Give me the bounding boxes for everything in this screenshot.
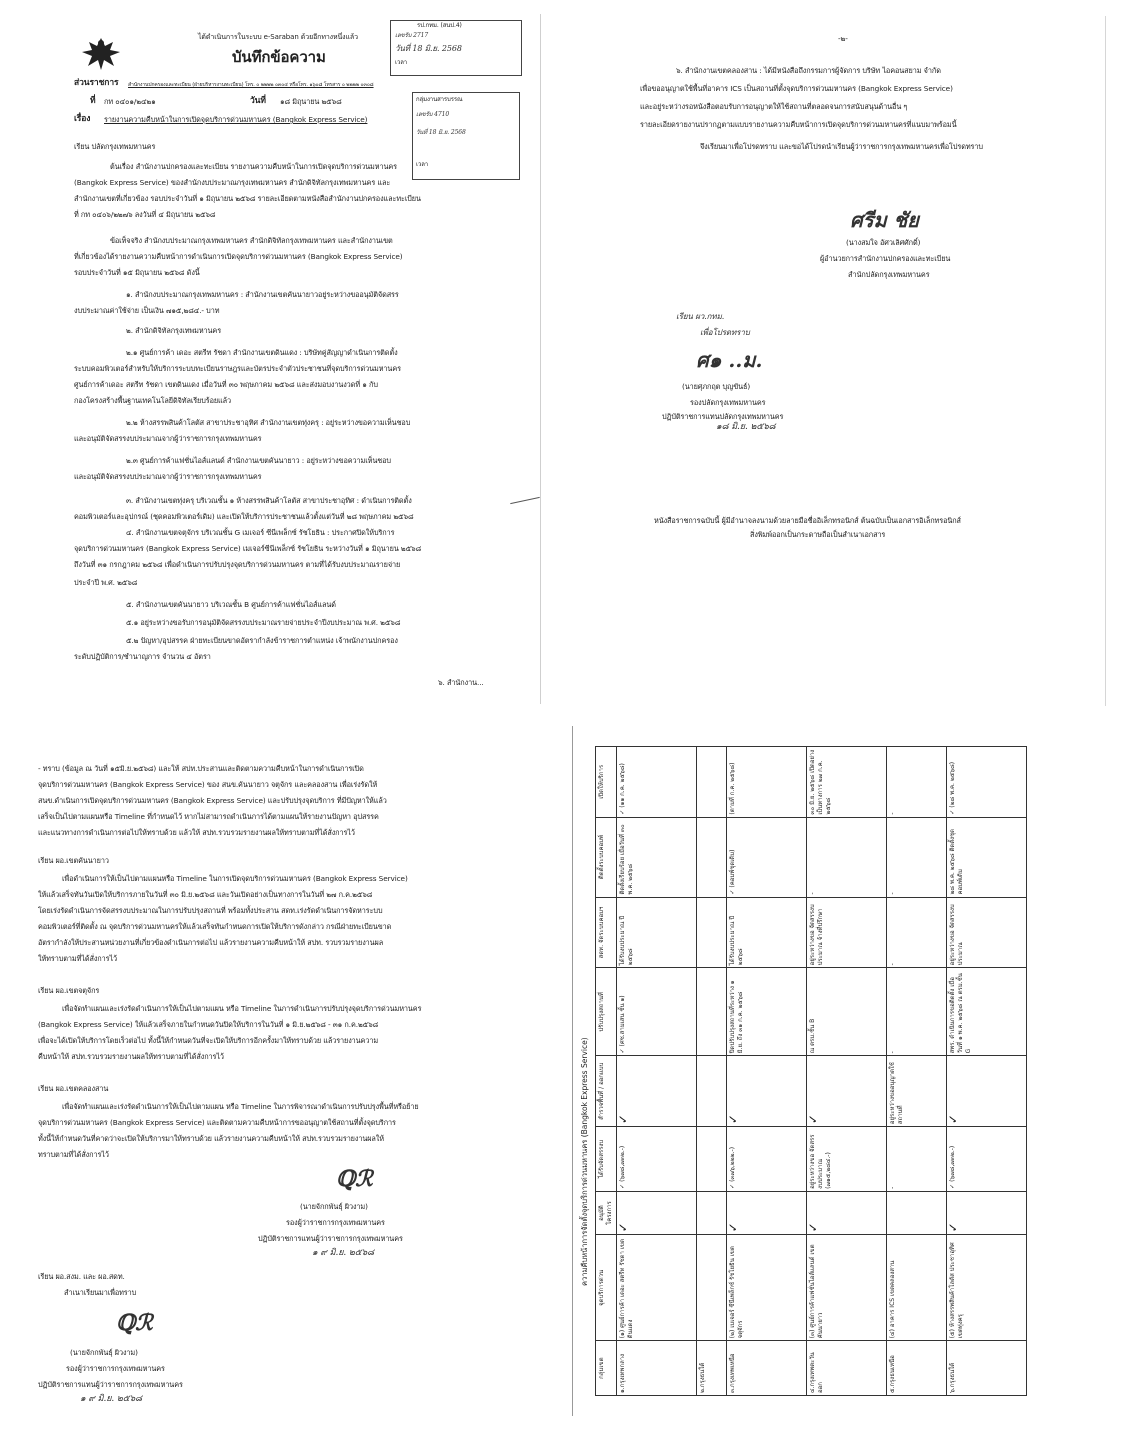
paragraph-line: และแนวทางการดำเนินการต่อไปให้ทราบด้วย แล้วให้ สปท.รวบรวมรายงานผลให้ทราบตามที่ได้สั่งการไว้ [38,828,355,837]
progress-table [595,746,1027,1396]
table-cell: ✓ (๒๘ พ.ค. ๒๕๖๘) [947,747,1027,818]
table-caption: ความคืบหน้าการจัดตั้งจุดบริการด่วนมหานคร (Bangkok Express Service) [580,1037,589,1286]
table-cell: ๓๐ มิ.ย. ๒๕๖๘ เปิดอย่างเป็นทางการ ๒๗ ก.ค. ๒๕๖๘ [807,747,887,818]
table-cell: ✓ (๑๑ ก.ค. ๒๕๖๘) [617,747,697,818]
table-cell [697,897,727,968]
paragraph-line: จุดบริการด่วนมหานคร (Bangkok Express Service) เมเจอร์ซีนีเพล็กซ์ รัชโยธิน ระหว่างวันที่ ๑ มิถุนายน ๒๕๖๘ [74,544,422,553]
paragraph-line: และอนุมัติจัดสรรงบประมาณจากผู้ว่าราชการกรุงเทพมหานคร [74,434,262,443]
table-cell: ๓.กรุงเทพเหนือ [727,1341,807,1396]
table-cell: ✓ (คอมพ์ชุดเดิม) [727,817,807,897]
table-cell: สพร. ดำเนินการขอติดตั้ง เมื่อวันที่ ๑ พ.ค. ๒๕๖๘ ณ ตรม.ชั้น G [947,968,1027,1056]
agency-label: ส่วนราชการ [74,78,119,88]
signer-date: ๑ ๙ มิ.ย. ๒๕๖๘ [80,1394,142,1404]
paragraph-line: ๖. สำนักงานเขตคลองสาน : ได้มีหนังสือถึงกรรมการผู้จัดการ บริษัท ไอคอนสยาม จำกัด [676,66,941,75]
paragraph-line: อัตรากำลังให้ประสานหน่วยงานที่เกี่ยวข้องดำเนินการต่อไป แล้วรายงานความคืบหน้าให้ สปท. รวบรวมรายงานผล [38,938,384,947]
stamp-line: เลขรับ 4710 [416,111,450,118]
paragraph-line: ๔. สำนักงานเขตจตุจักร บริเวณชั้น G เมเจอร์ ซีนีเพล็กซ์ รัชโยธิน : ประกาศปิดให้บริการ [126,528,395,537]
signer-title: รองผู้ว่าราชการกรุงเทพมหานคร [66,1364,165,1373]
table-cell: - [887,747,947,818]
cc-line: เรียน ผอ.สงม. และ ผอ.สดท. [38,1272,125,1281]
table-cell: ✓ [807,1191,887,1235]
table-row [887,747,947,1396]
paragraph-line: จุดบริการด่วนมหานคร (Bangkok Express Service) ของ สนข.คันนายาว จตุจักร และคลองสาน เพื่อเร่งรัดให้ [38,780,378,789]
table-cell: ✓ (๖๗๘,๗๓๒.-) [947,1127,1027,1192]
paragraph-line: ๒. สำนักดิจิทัลกรุงเทพมหานคร [126,326,222,335]
paragraph-line: และอนุมัติจัดสรรงบประมาณจากผู้ว่าราชการกรุงเทพมหานคร [74,472,262,481]
table-cell: ๕.กรุงธนเหนือ [887,1341,947,1396]
paragraph-line: จุดบริการด่วนมหานคร (Bangkok Express Service) และติดตามความคืบหน้าการขออนุญาตใช้สถานที่ตั้งจุดบริการ [38,1118,396,1127]
paragraph-line: ถึงวันที่ ๓๑ กรกฎาคม ๒๕๖๘ เพื่อดำเนินการปรับปรุงจุดบริการด่วนมหานคร ตามที่ได้รับงบประมาณรายจ่าย [74,560,401,569]
table-cell: - [807,817,887,897]
paragraph-line: ๓. สำนักงานเขตทุ่งครุ บริเวณชั้น ๑ ห้างสรรพสินค้าโลตัส สาขาประชาอุทิศ : ดำเนินการติดตั้ง [126,496,412,505]
date-label: วันที่ [250,96,266,106]
header-cell: สดท. จัดระบบคอมฯ [596,897,617,968]
paragraph-line: ศูนย์การค้าเดอะ สตรีท รัชดา เขตดินแดง เมื่อวันที่ ๓๐ พฤษภาคม ๒๕๖๘ และส่งมอบงานงวดที่ ๑ กับ [74,380,378,389]
header-cell: อนุมัติโครงการ [596,1191,617,1235]
section-to: เรียน ผอ.เขตคันนายาว [38,856,109,865]
table-cell: ได้รับงบประมาณ ปี ๒๕๖๘ [727,897,807,968]
table-cell: ณ ตรม.ชั้น B [807,968,887,1056]
paragraph-line: เพื่อจัดทำแผนและเร่งรัดดำเนินการให้เป็นไปตามแผน หรือ Timeline ในการดำเนินการปรับปรุงจุดบริการด่วนมหานคร [62,1004,422,1013]
subject-label: เรื่อง [74,114,91,124]
footer-note: สิ่งพิมพ์ออกเป็นกระดาษถือเป็นสำเนาเอกสาร [750,530,886,539]
header-cell: ติดตั้งระบบคอมพ์ [596,817,617,897]
paragraph-line: เพื่อขออนุญาตใช้พื้นที่อาคาร ICS เป็นสถานที่ตั้งจุดบริการด่วนมหานคร (Bangkok Express Service) [640,84,953,93]
table-cell [887,1191,947,1235]
table-cell: ๒๘ พ.ค. ๒๕๖๘ ติดตั้งชุดคอมพ์เดิม [947,817,1027,897]
side-stamp [412,92,520,180]
paragraph-line: รายละเอียดรายงานปรากฏตามแบบรายงานความคืบหน้าการเปิดจุดบริการด่วนมหานครที่แนบมาพร้อมนี้ [640,120,957,129]
table-cell [697,1235,727,1341]
paragraph-line: สำนักงานเขตที่เกี่ยวข้อง รอบประจำวันที่ ๑ มิถุนายน ๒๕๖๘ รายละเอียดตามหนังสือสำนักงานปกครองและทะเบียน [74,194,421,203]
table-cell: ปิดปรับปรุงสถานที่ระหว่าง ๑ มิ.ย. ถึง ๓๑ ก.ค. ๒๕๖๘ [727,968,807,1056]
paragraph-line: โดยเร่งรัดดำเนินการจัดสรรงบประมาณในการปรับปรุงสถานที่ พร้อมทั้งประสาน สดท.เร่งรัดดำเนินการจัดหาระบบ [38,906,383,915]
paragraph-line: ข้อเท็จจริง สำนักงบประมาณกรุงเทพมหานคร สำนักดิจิทัลกรุงเทพมหานคร และสำนักงานเขต [110,236,393,245]
signer-title: สำนักปลัดกรุงเทพมหานคร [848,270,930,279]
paragraph-line: ต้นเรื่อง สำนักงานปกครองและทะเบียน รายงานความคืบหน้าในการเปิดจุดบริการด่วนมหานคร [110,162,397,171]
pen-mark [510,497,540,504]
paragraph-line: เพื่อจัดทำแผนและเร่งรัดดำเนินการให้เป็นไปตามแผน หรือ Timeline ในการพิจารณาดำเนินการปรับปรุงพื้นที่หรือย้าย [62,1102,419,1111]
deputy-date: ๑๘ มิ.ย. ๒๕๖๘ [716,422,776,432]
paragraph-line: ให้ทราบตามที่ได้สั่งการไว้ [38,954,118,963]
signer-title: รองผู้ว่าราชการกรุงเทพมหานคร [286,1218,385,1227]
minute-note: เรียน ผว.กทม. [676,312,725,321]
section-to: เรียน ผอ.เขตจตุจักร [38,986,100,995]
table-row [697,747,727,1396]
paragraph-line: ทั้งนี้ให้กำหนดวันที่คาดว่าจะเปิดให้บริการมาให้ทราบด้วย แล้วรายงานความคืบหน้าให้ สปท.รวบรวมรายงานผลให้ [38,1134,384,1143]
header-cell: จุดบริการด่วน [596,1235,617,1341]
paragraph-line: ให้แล้วเสร็จทันวันเปิดให้บริการภายในวันที่ ๓๐ มิ.ย.๒๕๖๘ และวันเปิดอย่างเป็นทางการในวันที่ ๒๗ ก.ค.๒๕๖๘ [38,890,373,899]
paragraph-line: กองโครงสร้างพื้นฐานเทคโนโลยีดิจิทัลเรียบร้อยแล้ว [74,396,232,405]
section-to: เรียน ผอ.เขตคลองสาน [38,1084,109,1093]
table-cell: อยู่ระหว่างขอ จัดสรรงบประมาณ [947,897,1027,968]
esaraban-note: ได้ดำเนินการในระบบ e-Saraban ด้วยอีกทางหนึ่งแล้ว [198,33,358,41]
table-cell: (๓) ศูนย์การค้าแฟชั่นไอส์แลนด์ เขตคันนายาว [807,1235,887,1341]
table-cell: ได้รับงบประมาณ ปี ๒๕๖๘ [617,897,697,968]
subject-value: รายงานความคืบหน้าในการเปิดจุดบริการด่วนมหานคร (Bangkok Express Service) [104,115,368,124]
table-cell: ติดตั้งเรียบร้อย เมื่อวันที่ ๓๐ พ.ค. ๒๕๖๘ [617,817,697,897]
paragraph-line: และอยู่ระหว่างรอหนังสือตอบรับการอนุญาตให้ใช้สถานที่ตลอดจนการสนับสนุนด้านอื่น ๆ [640,102,908,111]
page-number: -๒- [838,34,848,43]
deputy-title: รองปลัดกรุงเทพมหานคร [690,398,766,407]
continued-marker: ๖. สำนักงาน... [438,678,484,687]
table-cell: ✓ [727,1056,807,1127]
paragraph-line: คืบหน้าให้ สปท.รวบรวมรายงานผลให้ทราบตามที่ได้สั่งการไว้ [38,1052,224,1061]
table-cell: ✓ [947,1191,1027,1235]
memo-title: บันทึกข้อความ [232,48,326,66]
paragraph-line: ประจำปี พ.ศ. ๒๕๖๘ [74,578,138,587]
signer-title: ผู้อำนวยการสำนักงานปกครองและทะเบียน [820,254,951,263]
paragraph-line: - ทราบ (ข้อมูล ณ วันที่ ๑๕มิ.ย.๒๕๖๘) และให้ สปท.ประสานและติดตามความคืบหน้าในการดำเนินการเปิด [38,764,364,773]
paragraph-line: ๕. สำนักงานเขตคันนายาว บริเวณชั้น B ศูนย์การค้าแฟชั่นไอส์แลนด์ [126,600,336,609]
paragraph-line: คอมพิวเตอร์และอุปกรณ์ (ชุดคอมพิวเตอร์เดิม) และเปิดให้บริการประชาชนแล้วตั้งแต่วันที่ ๒๘ พฤษภาคม ๒๕๖๘ [74,512,414,521]
table-cell: (ตามที่ ก.ค. ๒๕๖๘) [727,747,807,818]
table-header-row [596,747,617,1396]
table-row [727,747,807,1396]
signature-image: ศรีม ชัย [850,208,919,232]
signature-image: ℚℛ [116,1310,153,1336]
paragraph-line: (Bangkok Express Service) ของสำนักงบประมาณกรุงเทพมหานคร สำนักดิจิทัลกรุงเทพมหานคร และ [74,178,391,187]
paragraph-line: ระดับปฏิบัติการ/ชำนาญการ จำนวน ๔ อัตรา [74,652,211,661]
footer-note: หนังสือราชการฉบับนี้ ผู้มีอำนาจลงนามด้วยลายมือชื่ออิเล็กทรอนิกส์ ต้นฉบับเป็นเอกสารอิเล็กทรอนิกส์ [654,516,961,525]
signer-title: ปฏิบัติราชการแทนผู้ว่าราชการกรุงเทพมหานคร [258,1234,403,1243]
deputy-name: (นายศุภกฤต บุญขันธ์) [682,382,751,391]
signer-name: (นางสมใจ อัศวเลิศศักดิ์) [846,238,921,247]
table-cell: อยู่ระหว่างขออนุญาตใช้สถานที่ [887,1056,947,1127]
receipt-stamp [390,20,522,76]
paragraph-line: ทราบตามที่ได้สั่งการไว้ [38,1150,109,1159]
paragraph-line: ๒.๑ ศูนย์การค้า เดอะ สตรีท รัชดา สำนักงานเขตดินแดง : บริษัทคู่สัญญาดำเนินการติดตั้ง [126,348,398,357]
table-cell: ✓ (๖๗๘,๗๓๒.-) [617,1127,697,1192]
table-cell: ๒.กรุงธนใต้ [697,1341,727,1396]
paragraph-line: งบประมาณค่าใช้จ่าย เป็นเงิน ๗๑๕,๒๘๔.- บาท [74,306,220,315]
header-cell: สำรวจพื้นที่ / ออกแบบ [596,1056,617,1127]
cc-line: สำเนาเรียนมาเพื่อทราบ [64,1288,137,1297]
paragraph-line: ๒.๓ ศูนย์การค้าแฟชั่นไอส์แลนด์ สำนักงานเขตคันนายาว : อยู่ระหว่างขอความเห็นชอบ [126,456,391,465]
table-row [807,747,887,1396]
table-cell: ✓ [617,1056,697,1127]
stamp-line: วันที่ 18 มิ.ย. 2568 [416,129,466,136]
paragraph-line: เสร็จเป็นไปตามแผนหรือ Timeline ที่กำหนดไว้ หากไม่สามารถดำเนินการได้ตามแผนให้รายงานปัญหา อุปสรรค [38,812,379,821]
memo-page-3 [30,740,542,1430]
table-cell: - [887,897,947,968]
table-cell: ✓ (๓๗๖,๒๒๒.-) [727,1127,807,1192]
table-cell [697,968,727,1056]
paragraph-line: สนข.ดำเนินการเปิดจุดบริการด่วนมหานคร (Bangkok Express Service) และปรับปรุงจุดบริการ ที่มีปัญหาให้แล้ว [38,796,387,805]
table-cell [697,817,727,897]
signer-date: ๑ ๙ มิ.ย. ๒๕๖๘ [312,1248,374,1258]
paragraph-line: ที่เกี่ยวข้องได้รายงานความคืบหน้าการดำเนินการเปิดจุดบริการด่วนมหานคร (Bangkok Express Service) [74,252,403,261]
signer-name: (นายจักกพันธุ์ ผิวงาม) [300,1202,368,1211]
memo-page-1 [70,14,541,704]
rotated-table-wrapper [573,726,1113,1416]
paragraph-line: ๕.๒ ปัญหา/อุปสรรค ฝ่ายทะเบียนขาดอัตรากำลังข้าราชการตำแหน่ง เจ้าพนักงานปกครอง [126,636,398,645]
table-cell: (๑) ศูนย์การค้า เดอะ สตรีท รัชดา เขตดินแดง [617,1235,697,1341]
table-cell: - [887,817,947,897]
table-cell [697,747,727,818]
table-row [947,747,1027,1396]
signature-image: ศ๑ ..ม. [696,348,763,372]
paragraph-line: รอบประจำวันที่ ๑๕ มิถุนายน ๒๕๖๘ ดังนี้ [74,268,200,277]
paragraph-line: ๒.๒ ห้างสรรพสินค้าโลตัส สาขาประชาอุทิศ สำนักงานเขตทุ่งครุ : อยู่ระหว่างขอความเห็นชอบ [126,418,411,427]
table-row [617,747,697,1396]
paragraph-line: เพื่อจะได้เปิดให้บริการโดยเร็วต่อไป ทั้งนี้ให้กำหนดวันที่จะเปิดให้บริการอีกครั้งมาให้ทราบด้วย แล้วรายงานความ [38,1036,379,1045]
table-cell: - [887,1127,947,1192]
stamp-line: กลุ่มงานสารบรรณ [416,96,463,103]
stamp-line: วันที่ 18 มิ.ย. 2568 [395,44,462,53]
garuda-emblem-icon [80,34,122,74]
minute-note: เพื่อโปรดทราบ [700,328,750,337]
paragraph-line: ๑. สำนักงบประมาณกรุงเทพมหานคร : สำนักงานเขตคันนายาวอยู่ระหว่างขออนุมัติจัดสรร [126,290,399,299]
stamp-line: เวลา [416,161,429,168]
stamp-line: เลขรับ 2717 [395,32,429,39]
table-cell: ✓ [727,1191,807,1235]
stamp-line: เวลา [395,59,408,66]
header-cell: เปิดให้บริการ [596,747,617,818]
table-cell: - [887,968,947,1056]
ref-label: ที่ [90,96,96,106]
table-cell: (๔) อาคาร ICS เขตคลองสาน [887,1235,947,1341]
date-value: ๑๘ มิถุนายน ๒๕๖๘ [280,97,342,106]
table-cell: ✓ [807,1056,887,1127]
table-cell [697,1191,727,1235]
paragraph-line: (Bangkok Express Service) ให้แล้วเสร็จภายในกำหนดวันปิดให้บริการในวันที่ ๑ มิ.ย.๒๕๖๘ - ๓๑ ก.ค.๒๕๖๘ [38,1020,379,1029]
paragraph-line: คอมพิวเตอร์ที่ติดตั้ง ณ จุดบริการด่วนมหานครให้แล้วเสร็จทันกำหนดการเปิดให้บริการดังกล่าว กรณีฝ่ายทะเบียนขาด [38,922,392,931]
deputy-title: ปฏิบัติราชการแทนปลัดกรุงเทพมหานคร [662,412,784,421]
header-cell: กลุ่มเขต [596,1341,617,1396]
paragraph-line: เพื่อดำเนินการให้เป็นไปตามแผนหรือ Timeline ในการเปิดจุดบริการด่วนมหานคร (Bangkok Express Service) [62,874,408,883]
table-cell [697,1056,727,1127]
table-cell: ๑.กรุงเทพกลาง [617,1341,697,1396]
table-cell: อยู่ระหว่างขอ จัดสรรงบประมาณ จ้างที่ปรึกษา [807,897,887,968]
progress-table-page [572,726,1113,1416]
ref-value: กท ๐๔๐๑/๒๔๒๑ [104,97,156,106]
header-cell: ได้รับจัดสรรงบ [596,1127,617,1192]
paragraph-line: ๕.๑ อยู่ระหว่างขอรับการอนุมัติจัดสรรงบประมาณรายจ่ายประจำปีงบประมาณ พ.ศ. ๒๕๖๘ [126,618,401,627]
paragraph-line: ที่ กท ๐๔๐๖/๒๒๗๖ ลงวันที่ ๔ มิถุนายน ๒๕๖๘ [74,210,216,219]
header-cell: ปรับปรุงสถานที่ [596,968,617,1056]
table-cell: (๒) เมเจอร์ ซีนีเพล็กซ์ รัชโยธิน เขตจตุจักร [727,1235,807,1341]
paragraph-line: จึงเรียนมาเพื่อโปรดทราบ และขอได้โปรดนำเรียนผู้ว่าราชการกรุงเทพมหานครเพื่อโปรดทราบ [700,142,983,151]
table-cell: ๖.กรุงธนใต้ [947,1341,1027,1396]
memo-to: เรียน ปลัดกรุงเทพมหานคร [74,142,156,151]
signature-image: ℚℛ [336,1166,373,1192]
stamp-line: รป.กทม. (สนป.4) [417,22,462,29]
table-cell: อยู่ระหว่างขอ จัดสรรงบประมาณ (๗๑๕,๒๘๔.-) [807,1127,887,1192]
table-cell: ๔.กรุงเทพตะวันออก [807,1341,887,1396]
paragraph-line: ระบบคอมพิวเตอร์สำหรับให้บริการระบบทะเบียนราษฎรและบัตรประจำตัวประชาชนที่จุดบริการด่วนมหานคร [74,364,401,373]
table-cell [697,1127,727,1192]
signer-title: ปฏิบัติราชการแทนผู้ว่าราชการกรุงเทพมหานคร [38,1380,183,1389]
agency-value: สำนักงานปกครองและทะเบียน (ฝ่ายบริหารงานทะเบียน) โทร. ๐ ๒๒๒๒ ๐๓๐๔ หรือโทร. ๑๖๐๘ โทรสาร ๐ ๒๒๒๒ ๐๓๐๘ [128,82,374,88]
signer-name: (นายจักกพันธุ์ ผิวงาม) [70,1348,138,1357]
memo-page-2 [600,16,1106,706]
table-cell: ✓ [947,1056,1027,1127]
table-cell: ✓ [617,1191,697,1235]
table-cell: (๕) ห้างสรรพสินค้าโลตัส ประชาอุทิศ เขตทุ่งครุ [947,1235,1027,1341]
table-cell: ✓ (ศซ.สามเสน ชั้น ๑) [617,968,697,1056]
